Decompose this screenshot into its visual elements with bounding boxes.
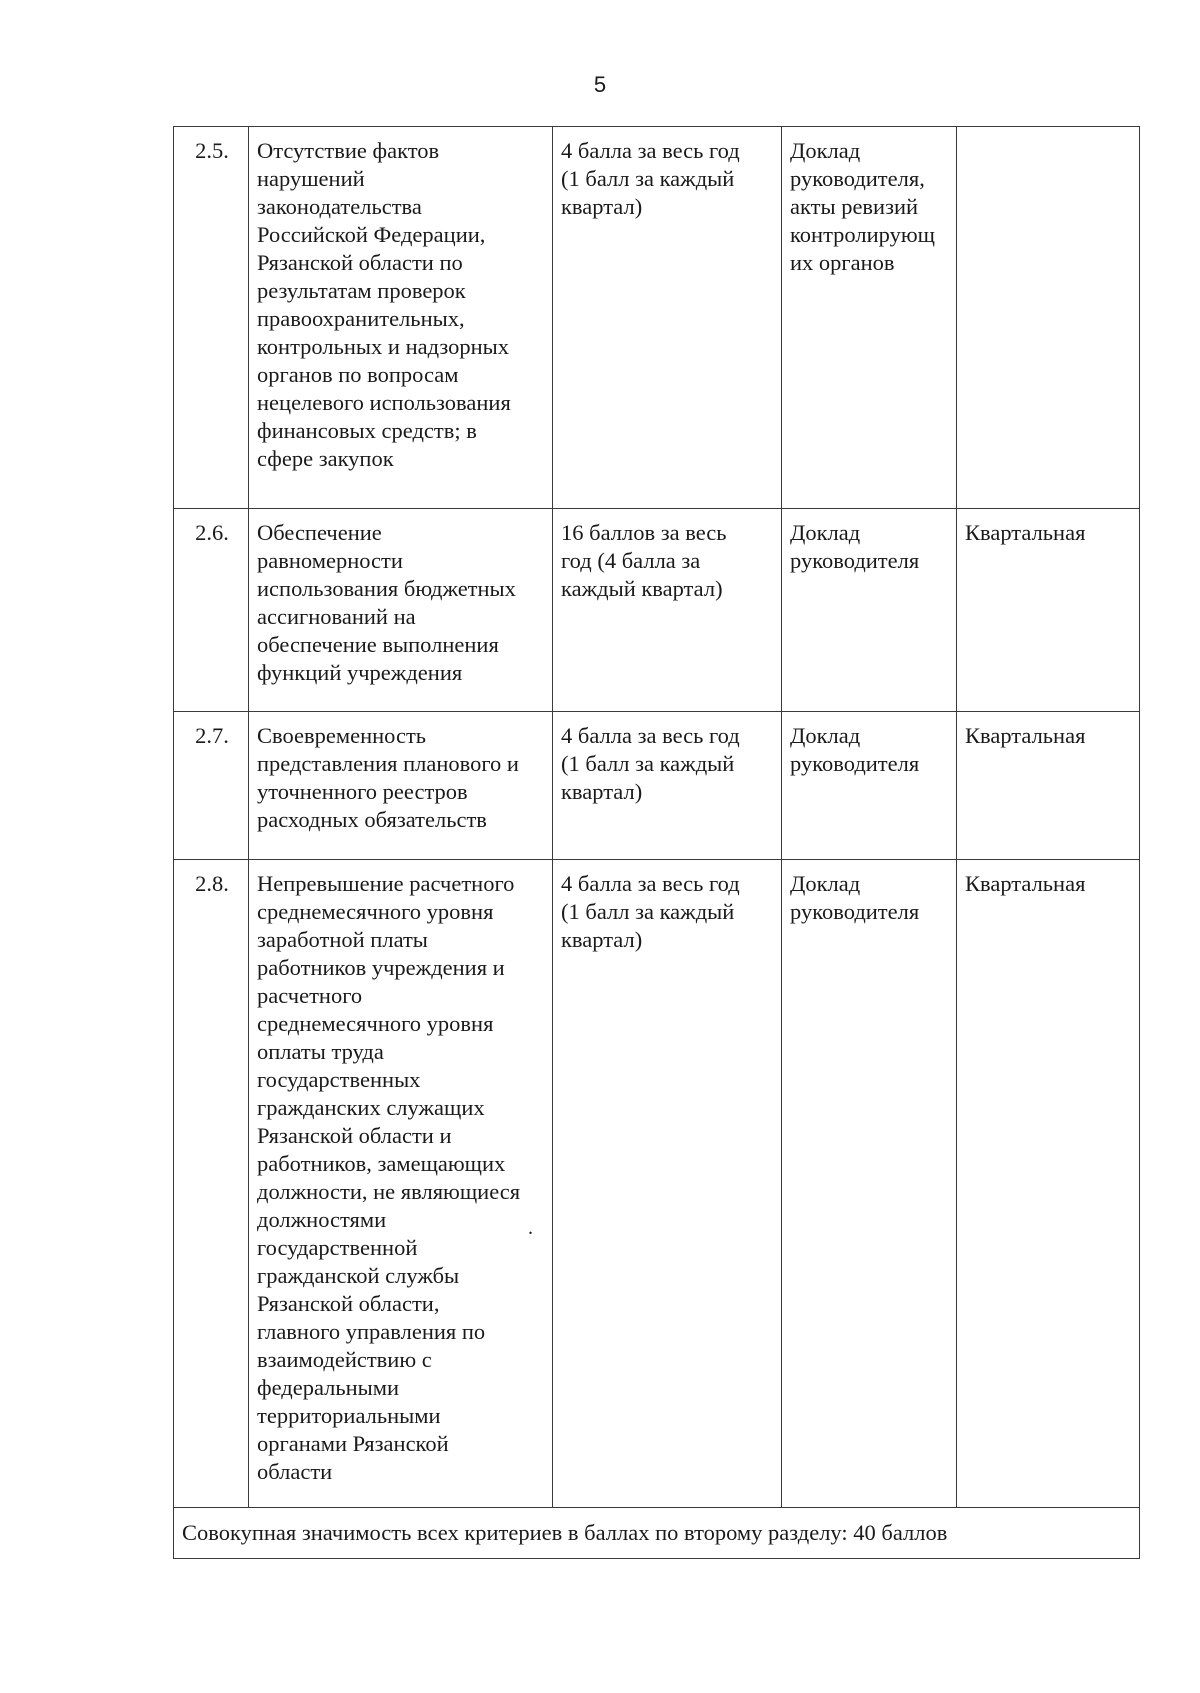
criterion-frequency: Квартальная xyxy=(957,509,1140,712)
criterion-text: Обеспечение равномерности использования бюджетных ассигнований на обеспечение выполнения функций учреждения xyxy=(249,509,553,712)
criterion-number: 2.7. xyxy=(174,712,249,860)
table-row xyxy=(174,712,1140,860)
criterion-score: 4 балла за весь год (1 балл за каждый квартал) xyxy=(553,127,782,509)
table-row xyxy=(174,509,1140,712)
criterion-frequency xyxy=(957,127,1140,509)
criterion-score: 4 балла за весь год (1 балл за каждый квартал) xyxy=(553,860,782,1508)
criteria-table xyxy=(173,126,1140,1559)
criterion-source: Доклад руководителя xyxy=(782,509,957,712)
total-score-text: Совокупная значимость всех критериев в баллах по второму разделу: 40 баллов xyxy=(174,1508,1140,1559)
criterion-source: Доклад руководителя xyxy=(782,712,957,860)
criterion-score: 4 балла за весь год (1 балл за каждый квартал) xyxy=(553,712,782,860)
table-row xyxy=(174,127,1140,509)
criterion-score: 16 баллов за весь год (4 балла за каждый квартал) xyxy=(553,509,782,712)
criterion-source: Доклад руководителя, акты ревизий контролирующ их органов xyxy=(782,127,957,509)
criterion-text: Своевременность представления планового и уточненного реестров расходных обязательств xyxy=(249,712,553,860)
criterion-frequency: Квартальная xyxy=(957,712,1140,860)
criterion-frequency: Квартальная xyxy=(957,860,1140,1508)
criterion-number: 2.6. xyxy=(174,509,249,712)
criterion-text: Непревышение расчетного среднемесячного уровня заработной платы работников учреждения и расчетного среднемесячного уровня оплаты труда государственных гражданских служащих Рязанской области и работников, замещающих должности, не являющиеся должностями государственной гражданской службы Рязанской области, главного управления по взаимодействию с федеральными территориальными органами Рязанской области xyxy=(249,860,553,1508)
total-row xyxy=(174,1508,1140,1559)
criterion-number: 2.8. xyxy=(174,860,249,1508)
table-row xyxy=(174,860,1140,1508)
scan-artifact-dot: . xyxy=(528,1217,533,1239)
page-number: 5 xyxy=(593,72,607,97)
criterion-source: Доклад руководителя xyxy=(782,860,957,1508)
criterion-number: 2.5. xyxy=(174,127,249,509)
criterion-text: Отсутствие фактов нарушений законодательства Российской Федерации, Рязанской области по результатам проверок правоохранительных, контрольных и надзорных органов по вопросам нецелевого использования финансовых средств; в сфере закупок xyxy=(249,127,553,509)
